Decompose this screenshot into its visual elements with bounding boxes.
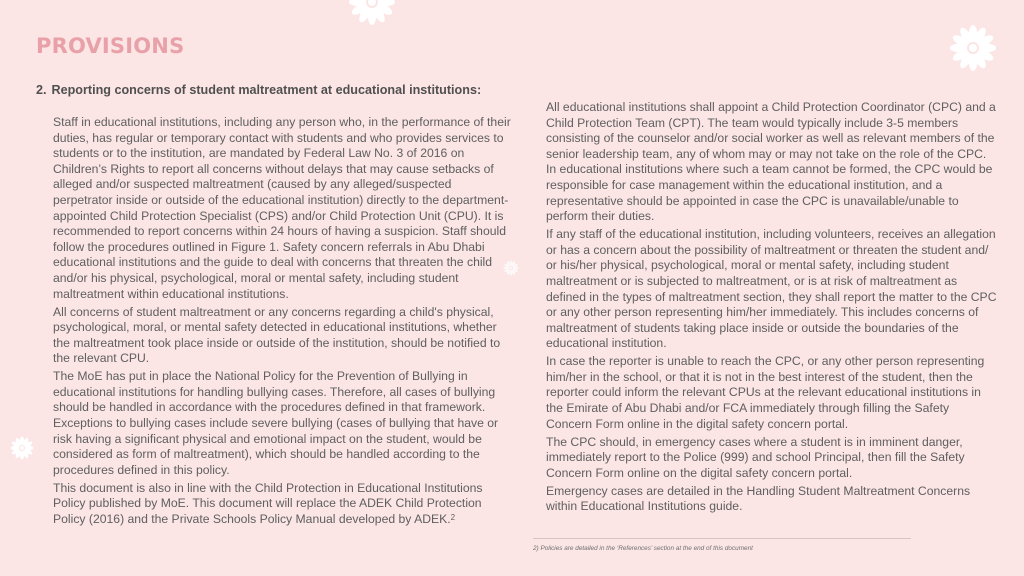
left-paragraph-last — [53, 481, 511, 528]
right-paragraph: In case the reporter is unable to reach the CPC, or any other person representing him/her in the school, or that it is not in the best interest of the student, then the reporter could inform the relevant CPUs at the relevant educational institutions in the Emirate of Abu Dhabi and/or FCA immediately through filling the Safety Concern Form online in the digital safety concern portal. — [546, 354, 985, 431]
right-paragraph: The CPC should, in emergency cases where a student is in imminent danger, immediately report to the Police (999) and school Principal, then fill the Safety Concern Form online on the digital safety concern portal. — [546, 434, 965, 480]
footnote-divider — [533, 538, 911, 539]
right-paragraph: If any staff of the educational institution, including volunteers, receives an allegation or has a concern about the possibility of maltreatment or threaten the student and/ or his/her physical, psychological, moral or mental safety, including student maltreatment or is subjected to maltreatment, or is at risk of maltreatment as defined in the types of maltreatment section, they shall report the matter to the CPC or any other person representing him/her immediately. This includes concerns of maltreatment of students taking place inside or outside the boundaries of the educational institution. — [546, 227, 997, 351]
footnote-marker: 2 — [450, 513, 456, 523]
left-paragraph: All concerns of student maltreatment or any concerns regarding a child's physical, psychological, moral, or mental safety detected in educational institutions, whether the maltreatment took place inside or outside of the institution, should be notified to the relevant CPU. — [53, 304, 501, 366]
section-heading — [36, 82, 486, 98]
footnote-text: 2) Policies are detailed in the ‘References’ section at the end of this document — [533, 545, 753, 552]
flower-decoration-icon — [949, 24, 997, 72]
page-title: PROVISIONS — [36, 34, 185, 58]
right-paragraph: Emergency cases are detailed in the Handling Student Maltreatment Concerns within Educational Institutions guide. — [546, 483, 971, 514]
section-heading-text: Reporting concerns of student maltreatment at educational institutions: — [51, 83, 482, 97]
left-column — [53, 115, 511, 530]
left-paragraph: The MoE has put in place the National Policy for the Prevention of Bullying in educational institutions for handling bullying cases. Therefore, all cases of bullying should be handled in accordance with the procedures defined in that framework. Exceptions to bullying cases include severe bullying (cases of bullying that have or risk having a significant physical and emotional impact on the student, would be considered as form of maltreatment), which should be handled according to the procedures defined in this policy. — [53, 369, 499, 477]
section-number: 2. — [36, 83, 47, 97]
left-paragraph-text: This document is also in line with the Child Protection in Educational Institutions Policy published by MoE. This document will replace the ADEK Child Protection Policy (2016) and the Private Schools Policy Manual developed by ADEK. — [53, 480, 483, 527]
left-paragraph: Staff in educational institutions, including any person who, in the performance of their duties, has regular or temporary contact with students and who provides services to students or to the institution, are mandated by Federal Law No. 3 of 2016 on Children’s Rights to report all concerns without delays that may cause setbacks of alleged and/or suspected maltreatment (caused by any alleged/suspected perpetrator inside or outside of the educational institution) directly to the department-appointed Child Protection Specialist (CPS) and/or Child Protection Unit (CPU). It is recommended to report concerns within 24 hours of having a suspicion. Staff should follow the procedures outlined in Figure 1. Safety concern referrals in Abu Dhabi educational institutions and the guide to deal with concerns that threaten the child and/or his physical, psychological, moral or mental safety, including student maltreatment within educational institutions. — [53, 115, 511, 301]
flower-decoration-icon — [10, 436, 34, 460]
right-paragraph: All educational institutions shall appoint a Child Protection Coordinator (CPC) and a Child Protection Team (CPT). The team would typically include 3-5 members consisting of the counselor and/or social worker as well as relevant members of the senior leadership team, any of whom may or may not take on the role of the CPC. In educational institutions where such a team cannot be formed, the CPC would be responsible for case management within the educational institution, and a representative should be appointed in case the CPC is unavailable/unable to perform their duties. — [546, 100, 996, 224]
flower-decoration-icon — [340, 0, 404, 32]
right-column — [546, 100, 998, 517]
